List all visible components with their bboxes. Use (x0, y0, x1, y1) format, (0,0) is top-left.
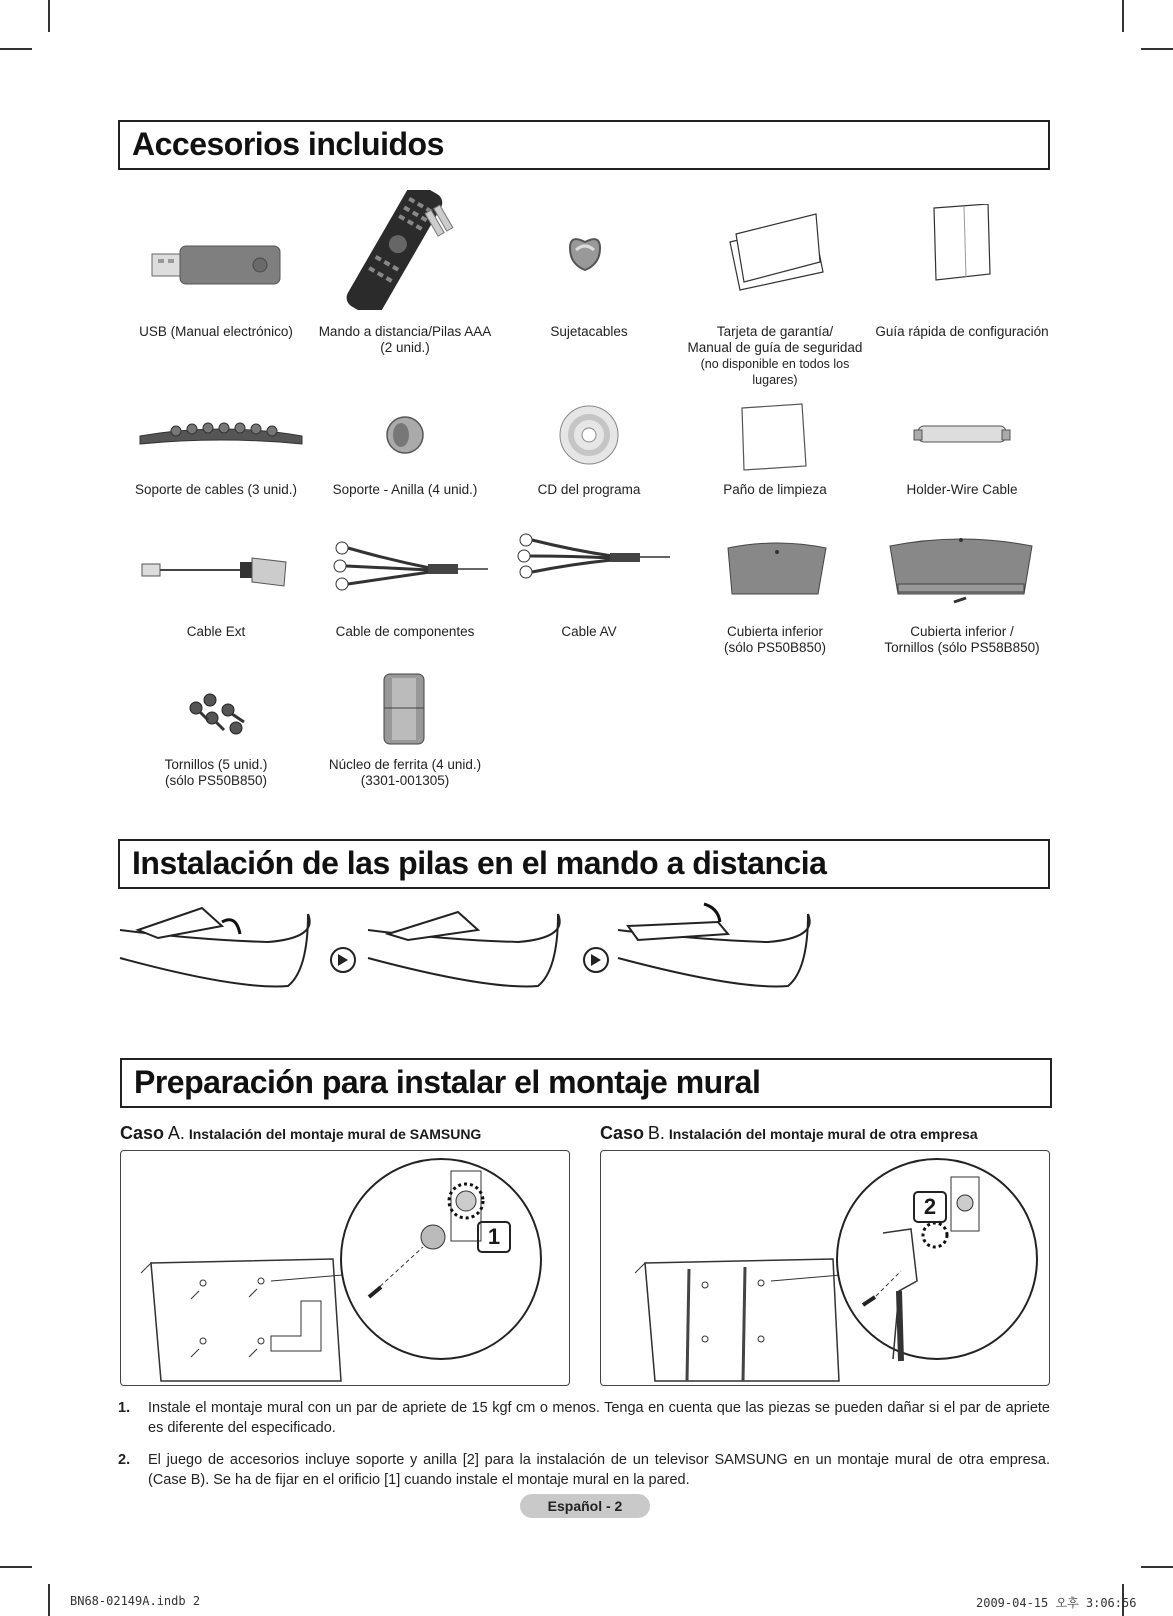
caption-line: Soporte de cables (3 unid.) (134, 482, 298, 497)
program-cd-image (558, 404, 620, 466)
accessories-title: Accesorios incluidos (132, 126, 444, 162)
caption-line: Cable Ext (186, 624, 246, 639)
accessory-caption (680, 624, 870, 656)
caption-line: CD del programa (537, 482, 641, 497)
crop-mark (48, 1584, 50, 1616)
case-a-heading (120, 1123, 481, 1144)
case-b-drawing (601, 1151, 1049, 1385)
caption-line: Tornillos (5 unid.) (164, 757, 268, 772)
caption-line: (sólo PS50B850) (164, 773, 268, 788)
accessory-caption (680, 324, 870, 388)
accessory-caption (864, 482, 1060, 498)
warranty-card-image (728, 212, 828, 292)
caption-line: (2 unid.) (380, 340, 430, 355)
wallmount-title: Preparación para instalar el montaje mural (134, 1064, 761, 1100)
wallmount-section-header (120, 1058, 1052, 1108)
caption-line: (sólo PS50B850) (723, 640, 827, 655)
accessories-section-header (118, 120, 1050, 170)
caption-line: USB (Manual electrónico) (139, 324, 293, 339)
case-letter: B. (647, 1123, 665, 1143)
screws-image (186, 690, 252, 740)
ferrite-core-image (380, 668, 430, 750)
av-cable-image (512, 532, 672, 582)
accessory-caption (310, 324, 500, 356)
case-label: Caso (120, 1123, 165, 1143)
step-badge-2 (913, 1191, 947, 1223)
crop-mark (0, 1566, 32, 1568)
case-a-drawing (121, 1151, 569, 1385)
caption-line: Guía rápida de configuración (875, 324, 1049, 339)
caption-line: Manual de guía de seguridad (687, 340, 863, 355)
case-text: Instalación del montaje mural de otra empresa (668, 1126, 978, 1142)
note-2 (118, 1450, 1050, 1490)
accessory-caption (680, 482, 870, 498)
note-number: 1. (118, 1400, 131, 1416)
caption-line: Cable AV (561, 624, 617, 639)
caption-line: (no disponible en todos los (700, 357, 850, 371)
crop-mark (1122, 0, 1124, 32)
caption-line: lugares) (752, 373, 798, 387)
step-badge-1 (477, 1221, 511, 1253)
caption-line: Tornillos (sólo PS58B850) (884, 640, 1040, 655)
remote-control-image (338, 190, 468, 310)
holder-wire-cable-image (912, 420, 1012, 450)
caption-line: Cubierta inferior (726, 624, 824, 639)
case-letter: A. (167, 1123, 185, 1143)
print-timestamp: 2009-04-15 오후 3:06:56 (976, 1596, 1137, 1610)
note-number: 2. (118, 1452, 131, 1468)
accessory-caption (121, 324, 311, 340)
crop-mark (0, 48, 32, 50)
batteries-section-header (118, 839, 1050, 889)
accessory-caption (121, 624, 311, 640)
accessory-caption (494, 482, 684, 498)
cable-holder-image (136, 414, 306, 450)
accessory-caption (121, 482, 311, 498)
step-number: 1 (487, 1224, 501, 1249)
battery-installation-diagram (118, 900, 938, 1010)
component-cable-image (330, 540, 490, 595)
caption-line: Núcleo de ferrita (4 unid.) (328, 757, 482, 772)
accessory-caption (494, 624, 684, 640)
caption-line: Holder-Wire Cable (906, 482, 1018, 497)
accessory-caption (310, 757, 500, 789)
ext-cable-image (140, 552, 290, 592)
crop-mark (1141, 1566, 1173, 1568)
caption-line: Mando a distancia/Pilas AAA (318, 324, 492, 339)
accessory-caption (864, 624, 1060, 656)
case-label: Caso (600, 1123, 645, 1143)
cable-tie-image (560, 228, 610, 278)
accessory-caption (494, 324, 684, 340)
bottom-cover-ps58-image (886, 532, 1036, 610)
caption-line: Paño de limpieza (723, 482, 827, 497)
crop-mark (1141, 48, 1173, 50)
file-slug: BN68-02149A.indb 2 (70, 1594, 201, 1608)
caption-line: Tarjeta de garantía/ (716, 324, 834, 339)
accessory-caption (121, 757, 311, 789)
step-number: 2 (923, 1194, 937, 1219)
setup-guide-image (928, 204, 1000, 284)
case-b-diagram (600, 1150, 1050, 1386)
stand-ring-image (384, 414, 426, 456)
note-text: El juego de accesorios incluye soporte y anilla [2] para la instalación de un televisor SAMSUNG en un montaje mural de otra empresa. (Case B). Se ha de fijar en el orificio [1] cuando instale el montaje mural en la pared. (148, 1452, 1050, 1488)
note-1 (118, 1398, 1050, 1438)
caption-line: Cubierta inferior / (910, 624, 1014, 639)
case-a-diagram (120, 1150, 570, 1386)
caption-line: Sujetacables (550, 324, 628, 339)
crop-mark (48, 0, 50, 32)
caption-line: Cable de componentes (335, 624, 475, 639)
caption-line: Soporte - Anilla (4 unid.) (332, 482, 478, 497)
accessory-caption (310, 624, 500, 640)
case-b-heading (600, 1123, 978, 1144)
cleaning-cloth-image (738, 402, 810, 472)
batteries-title: Instalación de las pilas en el mando a distancia (132, 845, 827, 881)
page-number: Español - 2 (520, 1494, 650, 1518)
caption-line: (3301-001305) (360, 773, 450, 788)
case-text: Instalación del montaje mural de SAMSUNG (188, 1126, 482, 1142)
bottom-cover-ps50-image (722, 538, 832, 600)
accessory-caption (864, 324, 1060, 340)
accessory-caption (310, 482, 500, 498)
usb-drive-image (148, 240, 284, 290)
note-text: Instale el montaje mural con un par de apriete de 15 kgf cm o menos. Tenga en cuenta que las piezas se pueden dañar si el par de apriete es diferente del especificado. (148, 1400, 1050, 1436)
